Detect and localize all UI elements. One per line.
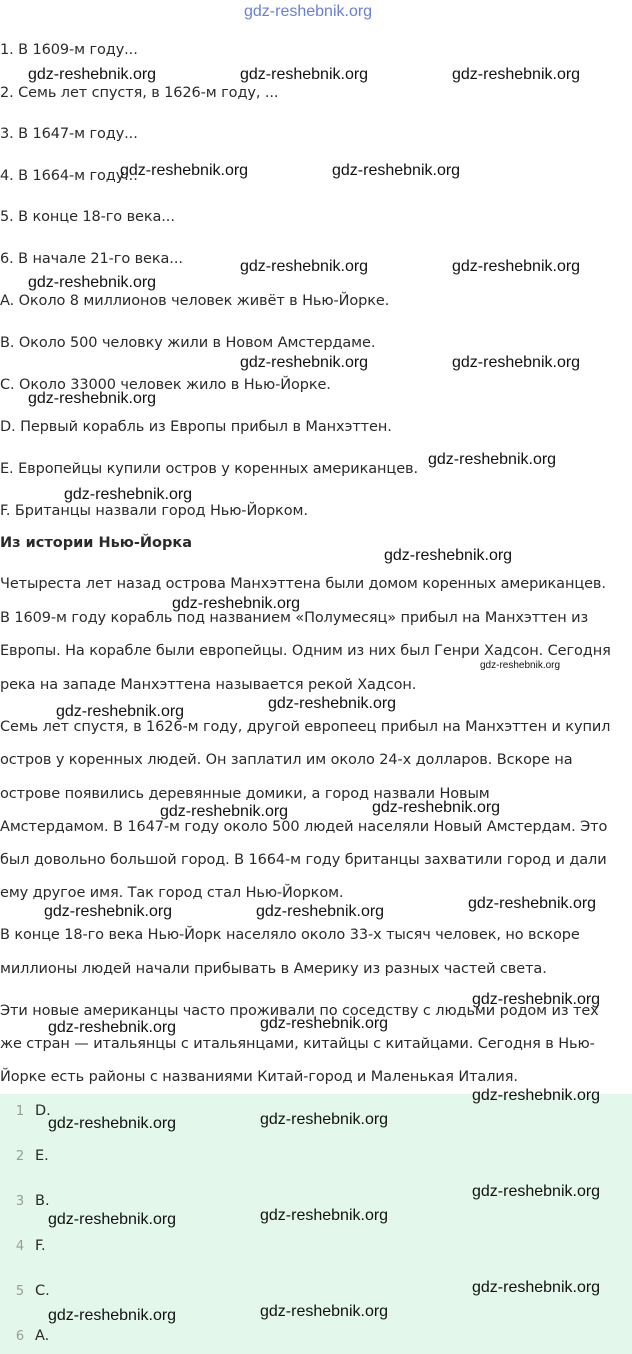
watermark: gdz-reshebnik.org xyxy=(28,274,157,291)
option-b: B. Около 500 человку жили в Новом Амстердаме. xyxy=(0,335,376,351)
watermark: gdz-reshebnik.org xyxy=(240,66,369,83)
article-line: Европы. На корабле были европейцы. Одним из них был Генри Хадсон. Сегодня xyxy=(0,643,611,659)
article-line: же стран — итальянцы с итальянцами, китайцы с китайцами. Сегодня в Нью- xyxy=(0,1036,595,1052)
answer-number: 5 xyxy=(15,1284,25,1299)
watermark: gdz-reshebnik.org xyxy=(56,703,185,720)
answer-value: C. xyxy=(35,1283,50,1299)
answer-number: 3 xyxy=(15,1194,25,1209)
option-a: A. Около 8 миллионов человек живёт в Нью-Йорке. xyxy=(0,293,390,309)
article-line: Семь лет спустя, в 1626-м году, другой европеец прибыл на Манхэттен и купил xyxy=(0,719,611,735)
article-line: Йорке есть районы с названиями Китай-город и Маленькая Италия. xyxy=(0,1069,518,1085)
watermark: gdz-reshebnik.org xyxy=(172,595,301,612)
watermark: gdz-reshebnik.org xyxy=(64,486,193,503)
watermark: gdz-reshebnik.org xyxy=(28,390,157,407)
article-line: Эти новые американцы часто проживали по соседству с людьми родом из тех xyxy=(0,1003,599,1019)
question-6: 6. В начале 21-го века... xyxy=(0,251,183,267)
answer-value: F. xyxy=(35,1238,46,1254)
option-d: D. Первый корабль из Европы прибыл в Манхэттен. xyxy=(0,419,392,435)
answer-value: D. xyxy=(35,1103,51,1119)
watermark: gdz-reshebnik.org xyxy=(260,1015,389,1032)
watermark: gdz-reshebnik.org xyxy=(48,1115,177,1132)
watermark: gdz-reshebnik.org xyxy=(472,991,601,1008)
article-line: миллионы людей начали прибывать в Америку из разных частей света. xyxy=(0,961,547,977)
question-2: 2. Семь лет спустя, в 1626-м году, ... xyxy=(0,85,279,101)
watermark: gdz-reshebnik.org xyxy=(468,895,597,912)
watermark: gdz-reshebnik.org xyxy=(260,1207,389,1224)
article-line: Амстердамом. В 1647-м году около 500 людей населяли Новый Амстердам. Это xyxy=(0,819,608,835)
article-line: Четыреста лет назад острова Манхэттена были домом коренных американцев. xyxy=(0,576,606,592)
watermark: gdz-reshebnik.org xyxy=(28,66,157,83)
watermark: gdz-reshebnik.org xyxy=(472,1279,601,1296)
answer-value: E. xyxy=(35,1148,49,1164)
article-line: был довольно большой город. В 1664-м году британцы захватили город и дали xyxy=(0,852,607,868)
watermark: gdz-reshebnik.org xyxy=(332,162,461,179)
answer-number: 2 xyxy=(15,1149,25,1164)
option-c: C. Около 33000 человек жило в Нью-Йорке. xyxy=(0,377,331,393)
watermark: gdz-reshebnik.org xyxy=(48,1307,177,1324)
watermark: gdz-reshebnik.org xyxy=(240,354,369,371)
answer-number: 6 xyxy=(15,1329,25,1344)
article-line: остров у коренных людей. Он заплатил им около 24-х долларов. Вскоре на xyxy=(0,752,573,768)
watermark: gdz-reshebnik.org xyxy=(48,1019,177,1036)
article-title: Из истории Нью-Йорка xyxy=(0,535,192,551)
question-5: 5. В конце 18-го века... xyxy=(0,209,175,225)
question-3: 3. В 1647-м году... xyxy=(0,126,138,142)
article-line: В конце 18-го века Нью-Йорк населяло около 33-х тысяч человек, но вскоре xyxy=(0,927,580,943)
watermark: gdz-reshebnik.org xyxy=(472,1087,601,1104)
article-line: река на западе Манхэттена называется рекой Хадсон. xyxy=(0,677,417,693)
watermark: gdz-reshebnik.org xyxy=(260,1111,389,1128)
watermark: gdz-reshebnik.org xyxy=(48,1211,177,1228)
watermark: gdz-reshebnik.org xyxy=(384,547,513,564)
watermark: gdz-reshebnik.org xyxy=(268,695,397,712)
answer-number: 1 xyxy=(15,1104,25,1119)
watermark: gdz-reshebnik.org xyxy=(240,258,369,275)
question-4: 4. В 1664-м году... xyxy=(0,168,138,184)
watermark: gdz-reshebnik.org xyxy=(452,258,581,275)
answer-number: 4 xyxy=(15,1239,25,1254)
watermark: gdz-reshebnik.org xyxy=(428,451,557,468)
question-1: 1. В 1609-м году... xyxy=(0,42,138,58)
watermark: gdz-reshebnik.org xyxy=(256,903,385,920)
answer-value: A. xyxy=(35,1328,50,1344)
watermark: gdz-reshebnik.org xyxy=(120,162,249,179)
option-f: F. Британцы назвали город Нью-Йорком. xyxy=(0,503,308,519)
article-line: ему другое имя. Так город стал Нью-Йорком. xyxy=(0,885,344,901)
article-line: В 1609-м году корабль под названием «Полумесяц» прибыл на Манхэттен из xyxy=(0,610,589,626)
watermark: gdz-reshebnik.org xyxy=(160,803,289,820)
watermark: gdz-reshebnik.org xyxy=(44,903,173,920)
option-e: E. Европейцы купили остров у коренных американцев. xyxy=(0,461,418,477)
watermark: gdz-reshebnik.org xyxy=(452,354,581,371)
watermark-top: gdz-reshebnik.org xyxy=(244,3,373,20)
watermark: gdz-reshebnik.org xyxy=(480,660,561,671)
watermark: gdz-reshebnik.org xyxy=(372,799,501,816)
watermark: gdz-reshebnik.org xyxy=(472,1183,601,1200)
watermark: gdz-reshebnik.org xyxy=(260,1303,389,1320)
article-line: острове появились деревянные домики, а город назвали Новым xyxy=(0,786,490,802)
answer-value: B. xyxy=(35,1193,50,1209)
watermark: gdz-reshebnik.org xyxy=(452,66,581,83)
